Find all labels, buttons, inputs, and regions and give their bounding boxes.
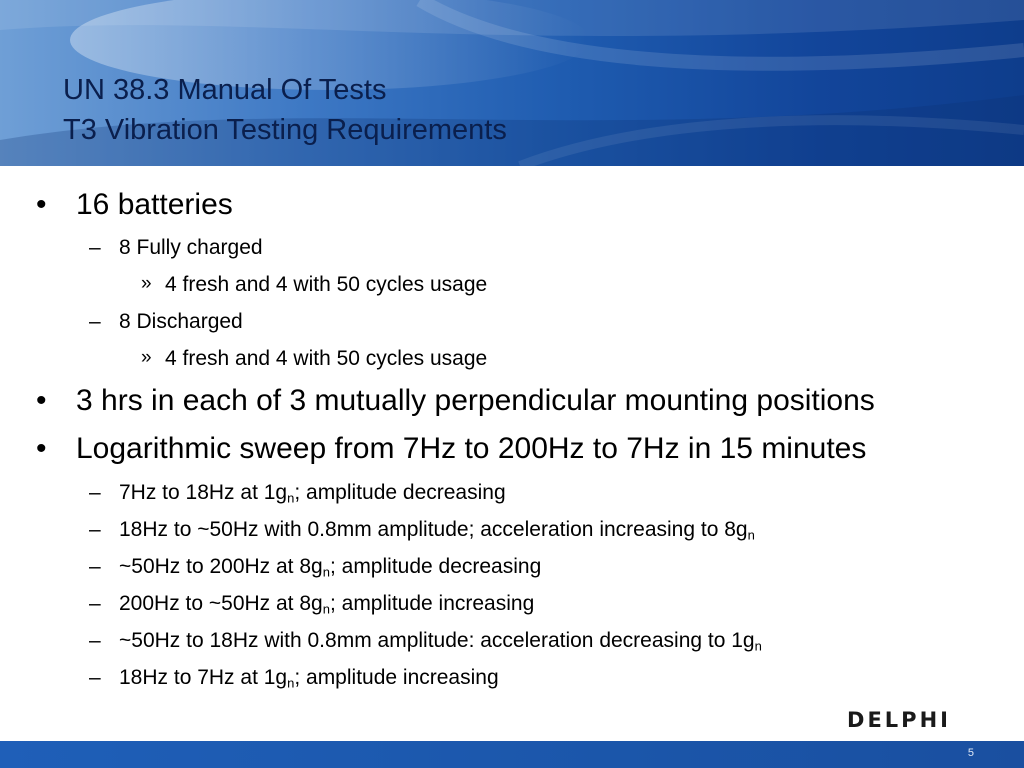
header-band xyxy=(0,0,1024,166)
list-item-text: 18Hz to 7Hz at 1g xyxy=(119,666,288,689)
list-item xyxy=(89,518,755,543)
list-item xyxy=(141,273,488,297)
list-item xyxy=(89,666,499,691)
subscript: n xyxy=(287,675,295,691)
list-item xyxy=(89,236,263,260)
list-item xyxy=(89,592,535,617)
subscript: n xyxy=(322,564,330,580)
subscript: n xyxy=(287,490,295,506)
dash-marker: – xyxy=(89,592,101,615)
list-item-text: 4 fresh and 4 with 50 cycles usage xyxy=(165,347,488,370)
dash-marker: – xyxy=(89,555,101,578)
chevron-marker: » xyxy=(141,273,152,294)
dash-marker: – xyxy=(89,629,101,652)
footer-band xyxy=(0,741,1024,768)
list-item-text: 4 fresh and 4 with 50 cycles usage xyxy=(165,273,488,296)
list-item xyxy=(89,481,506,506)
slide-title xyxy=(63,70,507,150)
title-line-1: UN 38.3 Manual Of Tests xyxy=(63,74,387,106)
list-item-text: 7Hz to 18Hz at 1g xyxy=(119,481,288,504)
bullet-marker: • xyxy=(36,188,47,221)
list-item xyxy=(89,629,762,654)
list-item-text: Logarithmic sweep from 7Hz to 200Hz to 7Hz in 15 minutes xyxy=(76,432,867,465)
list-item-text: ~50Hz to 18Hz with 0.8mm amplitude: acceleration decreasing to 1g xyxy=(119,629,755,652)
subscript: n xyxy=(747,527,755,543)
list-item xyxy=(36,188,233,222)
bullet-marker: • xyxy=(36,432,47,465)
bullet-marker: • xyxy=(36,384,47,417)
list-item-text: ; amplitude decreasing xyxy=(294,481,506,504)
chevron-marker: » xyxy=(141,347,152,368)
list-item xyxy=(89,555,542,580)
dash-marker: – xyxy=(89,236,101,259)
list-item xyxy=(89,310,243,334)
title-line-2: T3 Vibration Testing Requirements xyxy=(63,114,507,146)
list-item xyxy=(141,347,488,371)
dash-marker: – xyxy=(89,481,101,504)
list-item-text: ; amplitude increasing xyxy=(329,592,535,615)
list-item-text: 3 hrs in each of 3 mutually perpendicular mounting positions xyxy=(76,384,875,417)
page-number: 5 xyxy=(967,747,974,759)
list-item xyxy=(36,432,867,466)
list-item-text: 16 batteries xyxy=(76,188,233,221)
logo-text: DELPHI xyxy=(847,708,951,730)
list-item-text: ; amplitude increasing xyxy=(294,666,499,689)
subscript: n xyxy=(754,638,762,654)
list-item-text: 8 Discharged xyxy=(119,310,243,333)
dash-marker: – xyxy=(89,666,101,689)
subscript: n xyxy=(322,601,330,617)
list-item xyxy=(36,384,875,418)
dash-marker: – xyxy=(89,518,101,541)
list-item-text: 18Hz to ~50Hz with 0.8mm amplitude; acceleration increasing to 8g xyxy=(119,518,748,541)
list-item-text: 8 Fully charged xyxy=(119,236,263,259)
dash-marker: – xyxy=(89,310,101,333)
list-item-text: ~50Hz to 200Hz at 8g xyxy=(119,555,323,578)
delphi-logo xyxy=(820,708,978,730)
list-item-text: ; amplitude decreasing xyxy=(329,555,542,578)
list-item-text: 200Hz to ~50Hz at 8g xyxy=(119,592,323,615)
